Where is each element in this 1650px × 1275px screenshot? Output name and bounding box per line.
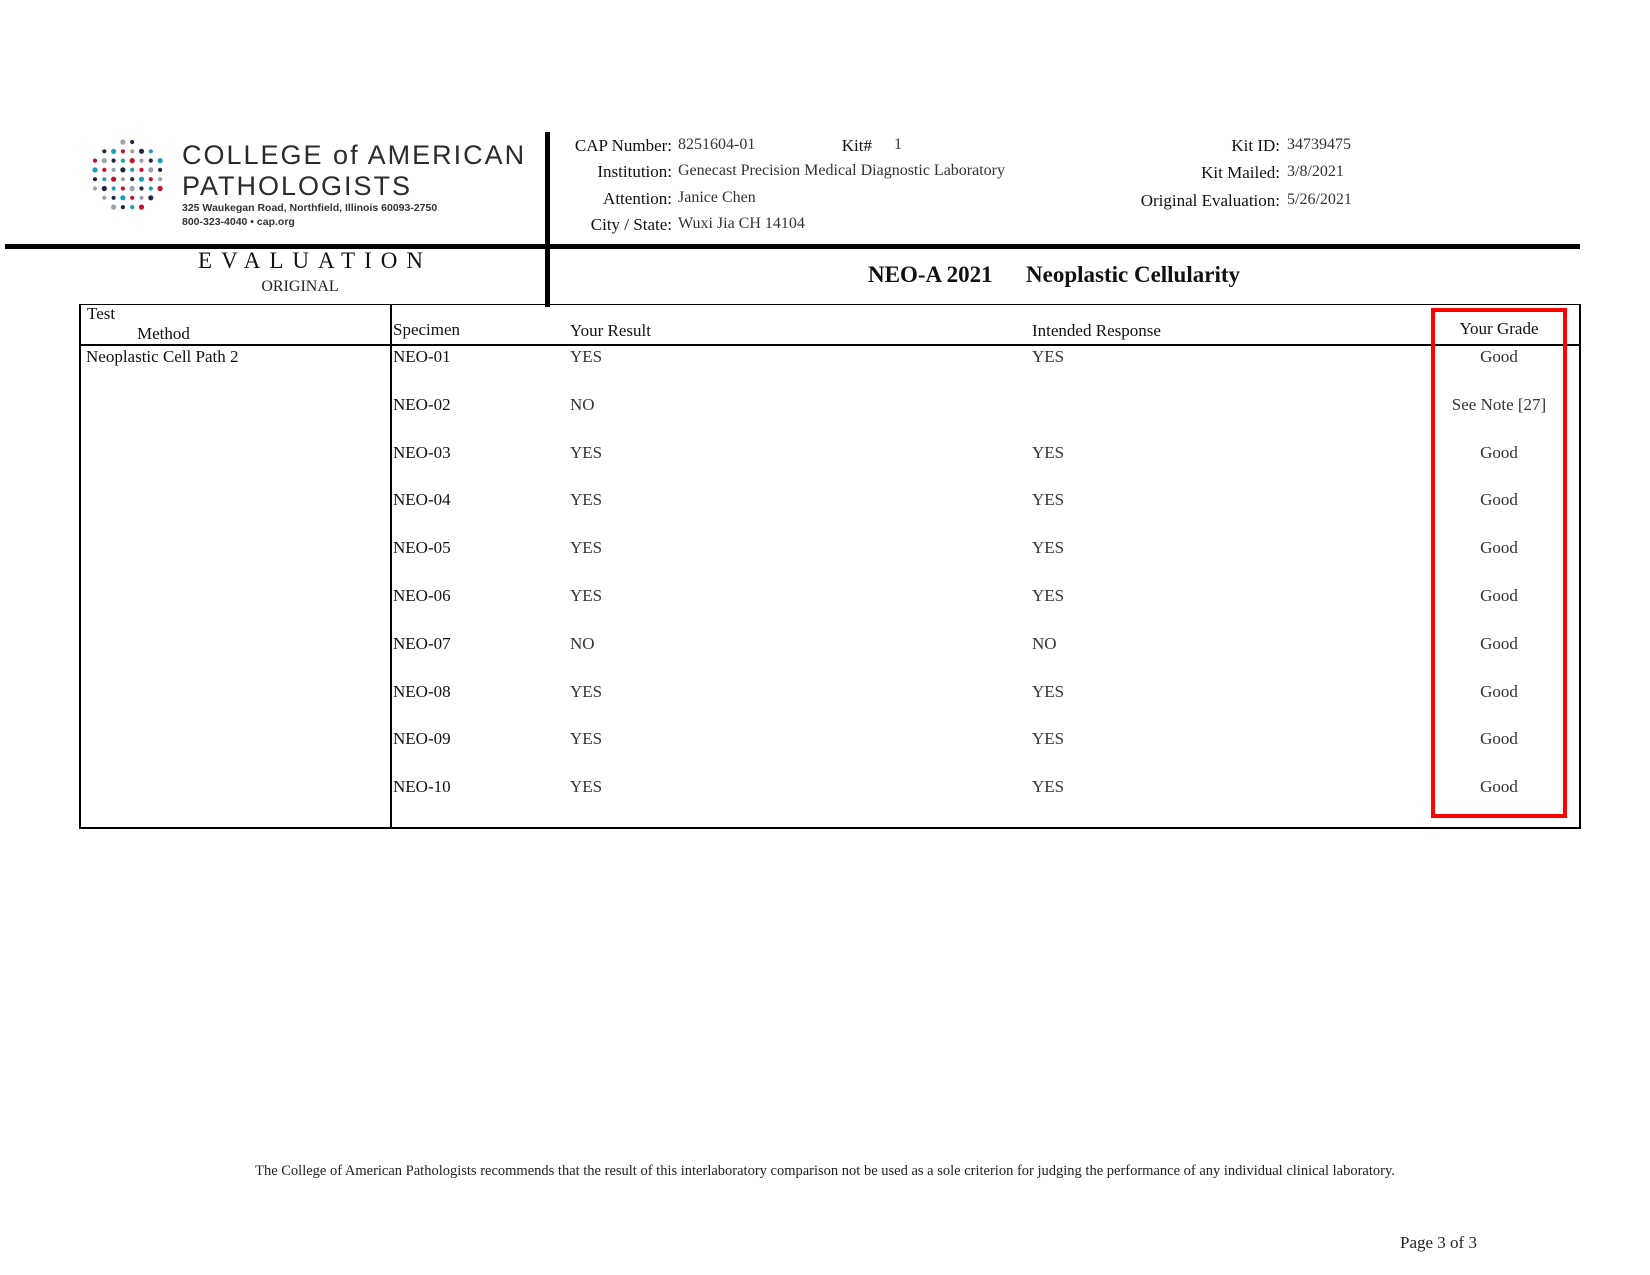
cap-logo-icon (90, 137, 166, 213)
logo-dot (120, 195, 125, 200)
logo-dot (149, 159, 153, 163)
logo-dot (130, 140, 134, 144)
your-grade-cell: Good (1480, 347, 1518, 366)
intended-response-cell: YES (1032, 490, 1065, 509)
logo-dot (121, 186, 125, 190)
kit-mailed-value: 3/8/2021 (1287, 163, 1344, 180)
col-header-intended-response: Intended Response (1032, 321, 1161, 340)
logo-dot (148, 167, 153, 172)
logo-dot (121, 149, 125, 153)
logo-dot (112, 186, 116, 190)
your-grade-cell: Good (1480, 538, 1518, 557)
cap-number-value: 8251604-01 (678, 136, 756, 153)
logo-dot (112, 196, 116, 200)
original-evaluation-label: Original Evaluation: (1140, 191, 1280, 210)
specimen-cell: NEO-05 (393, 538, 451, 557)
your-grade-cell: See Note [27] (1451, 395, 1547, 414)
logo-dot (139, 168, 143, 172)
logo-dot (139, 159, 143, 163)
specimen-cell: NEO-06 (393, 586, 451, 605)
logo-dot (102, 177, 106, 181)
city-state-value: Wuxi Jia CH 14104 (678, 215, 805, 232)
logo-dot (149, 177, 153, 181)
logo-dot (92, 167, 97, 172)
your-grade-cell: Good (1480, 634, 1518, 653)
specimen-cell: NEO-09 (393, 729, 451, 748)
intended-response-cell: YES (1032, 729, 1065, 748)
your-result-cell: NO (570, 634, 595, 653)
intended-response-cell: YES (1032, 586, 1065, 605)
logo-dot (112, 159, 116, 163)
specimen-cell: NEO-03 (393, 443, 451, 462)
your-result-cell: YES (570, 777, 603, 796)
logo-dot (158, 168, 162, 172)
intended-response-cell: YES (1032, 538, 1065, 557)
your-result-cell: YES (570, 729, 603, 748)
logo-dot (93, 186, 97, 190)
your-result-cell: YES (570, 682, 603, 701)
kit-id-label: Kit ID: (1231, 136, 1280, 155)
logo-dot (102, 168, 106, 172)
your-result-cell: YES (570, 490, 603, 509)
your-result-cell: YES (570, 538, 603, 557)
logo-dot (102, 186, 107, 191)
specimen-cell: NEO-07 (393, 634, 451, 653)
your-result-cell: NO (570, 395, 595, 414)
col-header-specimen: Specimen (393, 320, 461, 339)
institution-value: Genecast Precision Medical Diagnostic Laboratory (678, 162, 1005, 179)
logo-dot (130, 186, 135, 191)
program-name: Neoplastic Cellularity (1026, 262, 1240, 287)
your-grade-cell: Good (1480, 729, 1518, 748)
logo-dot (130, 158, 135, 163)
intended-response-cell: YES (1032, 777, 1065, 796)
intended-response-cell: YES (1032, 682, 1065, 701)
logo-dot (111, 177, 116, 182)
your-grade-cell: Good (1480, 586, 1518, 605)
col-header-test: Test (87, 304, 116, 323)
program-code: NEO-A 2021 (868, 262, 993, 287)
logo-dot (139, 186, 143, 190)
original-evaluation-value: 5/26/2021 (1287, 191, 1352, 208)
logo-dot (158, 158, 163, 163)
your-result-cell: YES (570, 586, 603, 605)
institution-label: Institution: (597, 162, 672, 181)
logo-dot (149, 186, 153, 190)
table-column-divider (390, 304, 392, 828)
logo-dot (158, 186, 163, 191)
logo-dot (93, 159, 97, 163)
logo-dot (139, 205, 144, 210)
your-result-cell: YES (570, 443, 603, 462)
logo-dot (158, 177, 162, 181)
logo-dot (149, 149, 153, 153)
disclaimer-note: The College of American Pathologists recommends that the result of this interlaboratory comparison not be used as a sole criterion for judging the performance of any individual clinical laboratory. (255, 1163, 1395, 1179)
logo-dot (111, 149, 116, 154)
logo-dot (139, 149, 144, 154)
your-grade-cell: Good (1480, 682, 1518, 701)
logo-dot (102, 149, 106, 153)
org-name-line1: COLLEGE of AMERICAN (182, 140, 527, 170)
logo-dot (130, 196, 134, 200)
logo-dot (93, 177, 97, 181)
table-header-divider (79, 344, 1579, 346)
col-header-method: Method (137, 324, 190, 343)
logo-dot (121, 159, 125, 163)
kit-mailed-label: Kit Mailed: (1201, 163, 1280, 182)
logo-dot (120, 167, 125, 172)
city-state-label: City / State: (590, 215, 672, 234)
logo-dot (102, 196, 106, 200)
org-name-line2: PATHOLOGISTS (182, 171, 413, 201)
logo-dot (130, 149, 134, 153)
kit-id-value: 34739475 (1287, 136, 1351, 153)
cap-number-label: CAP Number: (574, 136, 672, 155)
specimen-cell: NEO-04 (393, 490, 451, 509)
method-value: Neoplastic Cell Path 2 (86, 347, 239, 366)
specimen-cell: NEO-08 (393, 682, 451, 701)
col-header-your-grade: Your Grade (1459, 319, 1539, 338)
logo-dot (139, 196, 143, 200)
your-grade-cell: Good (1480, 777, 1518, 796)
specimen-cell: NEO-01 (393, 347, 451, 366)
intended-response-cell: YES (1032, 443, 1065, 462)
logo-dot (121, 205, 125, 209)
logo-dot (102, 158, 107, 163)
your-grade-cell: Good (1480, 443, 1518, 462)
logo-dot (130, 168, 134, 172)
grade-highlight-box (1431, 308, 1567, 818)
page-number: Page 3 of 3 (1400, 1233, 1477, 1252)
org-contact: 800-323-4040 • cap.org (182, 216, 295, 228)
evaluation-title: EVALUATION (198, 248, 432, 273)
attention-label: Attention: (603, 189, 672, 208)
logo-dot (139, 177, 144, 182)
intended-response-cell: NO (1032, 634, 1057, 653)
specimen-cell: NEO-10 (393, 777, 451, 796)
your-result-cell: YES (570, 347, 603, 366)
logo-dot (120, 139, 125, 144)
specimen-cell: NEO-02 (393, 395, 451, 414)
kit-number-label: Kit# (841, 136, 872, 155)
col-header-your-result: Your Result (570, 321, 651, 340)
logo-dot (130, 177, 134, 181)
logo-dot (130, 205, 134, 209)
logo-dot (148, 195, 153, 200)
kit-number-value: 1 (894, 136, 902, 153)
your-grade-cell: Good (1480, 490, 1518, 509)
org-address: 325 Waukegan Road, Northfield, Illinois 60093-2750 (182, 202, 438, 214)
evaluation-subtitle: ORIGINAL (261, 278, 339, 295)
intended-response-cell: YES (1032, 347, 1065, 366)
attention-value: Janice Chen (678, 189, 756, 206)
logo-dot (111, 205, 116, 210)
logo-dot (121, 177, 125, 181)
logo-dot (112, 168, 116, 172)
results-table (79, 304, 1581, 829)
